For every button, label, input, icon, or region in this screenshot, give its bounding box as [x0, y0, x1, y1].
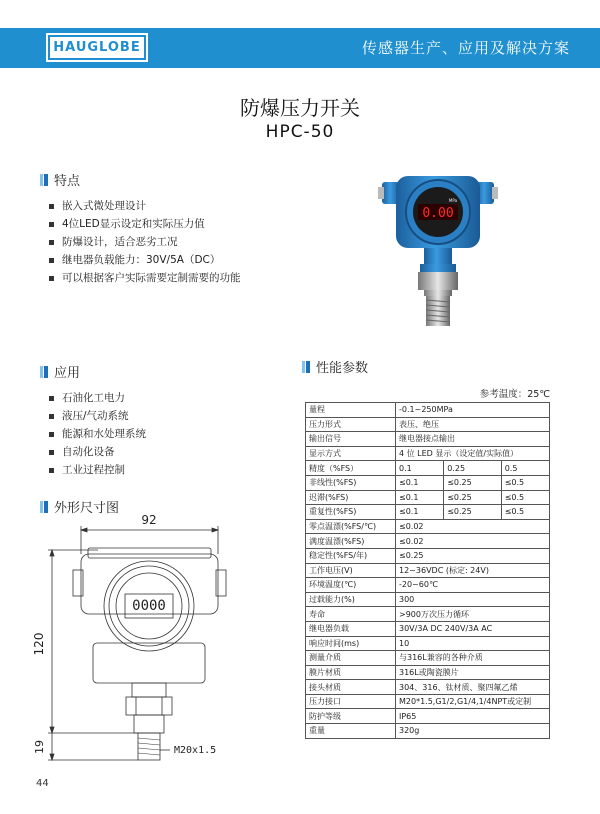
- spec-value: 继电器接点输出: [396, 432, 550, 447]
- specs-table: [305, 402, 550, 739]
- spec-key: 压力形式: [306, 417, 396, 432]
- spec-value: ≤0.02: [396, 534, 550, 549]
- table-row: [306, 534, 550, 549]
- list-item: 可以根据客户实际需要定制需要的功能: [48, 269, 241, 287]
- spec-value: -20~60℃: [396, 578, 550, 593]
- table-row: [306, 709, 550, 724]
- outline-thread: [138, 733, 160, 760]
- spec-key: 显示方式: [306, 446, 396, 461]
- drawing-led-readout: 0000: [132, 598, 166, 614]
- spec-value: -0.1~250MPa: [396, 403, 550, 418]
- spec-value: ≤0.5: [501, 475, 549, 490]
- spec-value: 0.1: [396, 461, 444, 476]
- header-tagline: 传感器生产、应用及解决方案: [361, 39, 570, 57]
- dim-width-label: 92: [141, 513, 157, 527]
- spec-key: 量程: [306, 403, 396, 418]
- applications-list: [48, 389, 146, 479]
- table-row: [306, 461, 550, 476]
- table-row: [306, 665, 550, 680]
- spec-value: ≤0.25: [396, 548, 550, 563]
- spec-value: ≤0.1: [396, 490, 444, 505]
- table-row: [306, 694, 550, 709]
- applications-heading-text: 应用: [54, 366, 81, 381]
- spec-value: 316L或陶瓷膜片: [396, 665, 550, 680]
- spec-value: ≤0.25: [444, 505, 501, 520]
- list-item: 继电器负载能力：30V/5A（DC）: [48, 251, 241, 269]
- spec-value: 320g: [396, 724, 550, 739]
- table-row: [306, 724, 550, 739]
- spec-key: 稳定性(%FS/年): [306, 548, 396, 563]
- spec-value: ≤0.02: [396, 519, 550, 534]
- spec-value: ≤0.25: [444, 475, 501, 490]
- table-row: [306, 636, 550, 651]
- outline-collar: [134, 715, 164, 733]
- spec-key: 测量介质: [306, 651, 396, 666]
- features-heading-text: 特点: [54, 174, 81, 189]
- spec-key: 寿命: [306, 607, 396, 622]
- list-item: 自动化设备: [48, 443, 146, 461]
- spec-value: 0.25: [444, 461, 501, 476]
- table-row: [306, 621, 550, 636]
- spec-key: 环境温度(℃): [306, 578, 396, 593]
- list-item: 石油化工电力: [48, 389, 146, 407]
- spec-key: 压力接口: [306, 694, 396, 709]
- device-photo: [378, 172, 498, 332]
- spec-value: 表压、绝压: [396, 417, 550, 432]
- device-plug-left: [378, 187, 384, 199]
- brand-logo-text: HAUGLOBE: [50, 37, 144, 58]
- spec-key: 零点温漂(%FS/℃): [306, 519, 396, 534]
- spec-key: 膜片材质: [306, 665, 396, 680]
- spec-value: ≤0.25: [444, 490, 501, 505]
- outline-thread-lines: [138, 738, 160, 755]
- table-row: [306, 651, 550, 666]
- device-plug-right: [492, 187, 498, 199]
- spec-value: 0.5: [501, 461, 549, 476]
- table-row: [306, 578, 550, 593]
- table-row: [306, 563, 550, 578]
- page-title: 防爆压力开关: [240, 96, 360, 120]
- device-neck-flange: [420, 264, 456, 272]
- spec-value: ≤0.5: [501, 490, 549, 505]
- spec-value: >900万次压力循环: [396, 607, 550, 622]
- table-row: [306, 490, 550, 505]
- table-row: [306, 446, 550, 461]
- list-item: 4位LED显示设定和实际压力值: [48, 215, 241, 233]
- table-row: [306, 519, 550, 534]
- dim-height-label: 120: [32, 632, 46, 656]
- outline-boss-left: [73, 570, 83, 596]
- spec-key: 工作电压(V): [306, 563, 396, 578]
- spec-key: 非线性(%FS): [306, 475, 396, 490]
- specs-heading: [302, 357, 368, 376]
- features-list: [48, 197, 241, 287]
- device-led-unit: MPa: [448, 198, 458, 203]
- spec-value: ≤0.5: [501, 505, 549, 520]
- list-item: 嵌入式微处理设计: [48, 197, 241, 215]
- device-collar: [424, 290, 452, 296]
- section-marker-icon: [302, 361, 311, 373]
- dimension-drawing: [28, 508, 248, 773]
- dim-arrow-icon: [50, 550, 54, 556]
- table-row: [306, 475, 550, 490]
- spec-key: 继电器负载: [306, 621, 396, 636]
- table-row: [306, 417, 550, 432]
- spec-value: 10: [396, 636, 550, 651]
- list-item: 液压/气动系统: [48, 407, 146, 425]
- spec-key: 迟滞(%FS): [306, 490, 396, 505]
- dim-thread-height-label: 19: [33, 740, 46, 754]
- spec-value: 与316L兼容的各种介质: [396, 651, 550, 666]
- table-row: [306, 592, 550, 607]
- spec-value: ≤0.1: [396, 475, 444, 490]
- spec-value: 304、316、钛材质、聚四氟乙烯: [396, 680, 550, 695]
- list-item: 能源和水处理系统: [48, 425, 146, 443]
- list-item: 工业过程控制: [48, 461, 146, 479]
- spec-key: 输出信号: [306, 432, 396, 447]
- outline-housing-top: [88, 548, 211, 558]
- spec-key: 过载能力(%): [306, 592, 396, 607]
- table-row: [306, 607, 550, 622]
- outline-boss-right: [216, 570, 226, 596]
- spec-key: 精度（%FS）: [306, 461, 396, 476]
- table-row: [306, 680, 550, 695]
- list-item: 防爆设计，适合恶劣工况: [48, 233, 241, 251]
- spec-value: ≤0.1: [396, 505, 444, 520]
- features-heading: [40, 170, 80, 189]
- table-row: [306, 403, 550, 418]
- spec-key: 接头材质: [306, 680, 396, 695]
- spec-key: 防护等级: [306, 709, 396, 724]
- dimensions-heading-text: 外形尺寸图: [54, 501, 120, 516]
- spec-value: 12~36VDC (标定: 24V): [396, 563, 550, 578]
- specs-heading-text: 性能参数: [316, 361, 369, 376]
- reference-temperature: 参考温度：25℃: [479, 389, 550, 400]
- spec-key: 满度温漂(%FS): [306, 534, 396, 549]
- table-row: [306, 432, 550, 447]
- table-row: [306, 505, 550, 520]
- spec-key: 重复性(%FS): [306, 505, 396, 520]
- applications-heading: [40, 362, 80, 381]
- section-marker-icon: [40, 366, 49, 378]
- dim-thread-label: M20x1.5: [174, 745, 217, 756]
- spec-value: 30V/3A DC 240V/3A AC: [396, 621, 550, 636]
- table-row: [306, 548, 550, 563]
- page-number: 44: [36, 778, 49, 789]
- spec-value: IP65: [396, 709, 550, 724]
- dim-arrow-icon: [50, 727, 54, 733]
- header-band: [0, 28, 600, 68]
- spec-value: 4 位 LED 显示（设定值/实际值）: [396, 446, 550, 461]
- dim-arrow-icon: [212, 528, 218, 532]
- outline-lower-body: [93, 643, 205, 683]
- dim-arrow-icon: [81, 528, 87, 532]
- outline-hex-nut: [126, 697, 172, 715]
- section-marker-icon: [40, 174, 49, 186]
- device-neck: [424, 248, 452, 266]
- device-hex-nut: [418, 272, 458, 290]
- brand-logo: [46, 33, 148, 62]
- device-led-readout: 0.00: [422, 206, 454, 221]
- spec-value: M20*1.5,G1/2,G1/4,1/4NPT或定制: [396, 694, 550, 709]
- spec-key: 重量: [306, 724, 396, 739]
- product-model: HPC-50: [265, 122, 335, 142]
- dim-arrow-icon: [50, 754, 54, 760]
- spec-key: 响应时间(ms): [306, 636, 396, 651]
- outline-neck: [132, 683, 166, 697]
- spec-value: 300: [396, 592, 550, 607]
